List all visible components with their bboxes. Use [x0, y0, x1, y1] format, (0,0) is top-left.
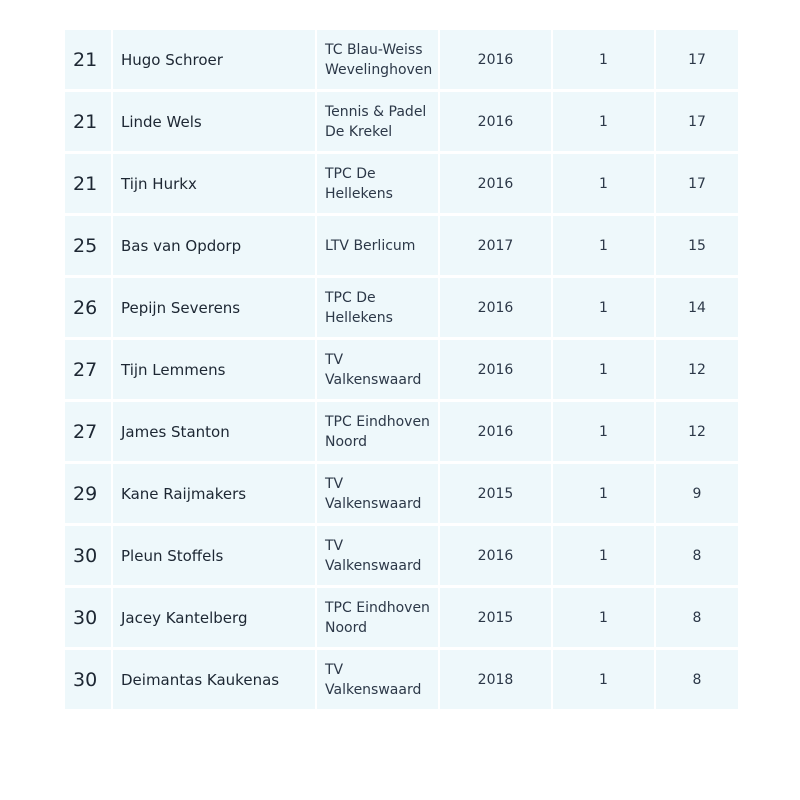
player-name-cell: Linde Wels	[113, 92, 315, 151]
rank-cell: 30	[65, 588, 111, 647]
table-row	[65, 92, 734, 151]
count-cell: 1	[553, 92, 654, 151]
table-row	[65, 526, 734, 585]
count-cell: 1	[553, 30, 654, 89]
table-row	[65, 154, 734, 213]
club-cell: LTV Berlicum	[317, 216, 438, 275]
table-row	[65, 402, 734, 461]
club-cell: TPC Eindhoven Noord	[317, 588, 438, 647]
rank-cell: 21	[65, 92, 111, 151]
birth-year-cell: 2016	[440, 526, 551, 585]
club-cell: Tennis & Padel De Krekel	[317, 92, 438, 151]
club-cell: TPC De Hellekens	[317, 278, 438, 337]
count-cell: 1	[553, 216, 654, 275]
rank-cell: 21	[65, 30, 111, 89]
club-cell: TPC De Hellekens	[317, 154, 438, 213]
count-cell: 1	[553, 402, 654, 461]
table-row	[65, 340, 734, 399]
table-row	[65, 464, 734, 523]
table-row	[65, 278, 734, 337]
points-cell: 14	[656, 278, 738, 337]
table-row	[65, 650, 734, 709]
club-cell: TV Valkenswaard	[317, 464, 438, 523]
club-cell: TV Valkenswaard	[317, 340, 438, 399]
player-name-cell: Pleun Stoffels	[113, 526, 315, 585]
birth-year-cell: 2018	[440, 650, 551, 709]
birth-year-cell: 2016	[440, 278, 551, 337]
birth-year-cell: 2016	[440, 340, 551, 399]
points-cell: 9	[656, 464, 738, 523]
rank-cell: 25	[65, 216, 111, 275]
player-name-cell: James Stanton	[113, 402, 315, 461]
birth-year-cell: 2015	[440, 464, 551, 523]
player-name-cell: Pepijn Severens	[113, 278, 315, 337]
points-cell: 17	[656, 154, 738, 213]
club-cell: TV Valkenswaard	[317, 650, 438, 709]
table-row	[65, 216, 734, 275]
player-name-cell: Jacey Kantelberg	[113, 588, 315, 647]
count-cell: 1	[553, 154, 654, 213]
player-name-cell: Tijn Hurkx	[113, 154, 315, 213]
player-name-cell: Deimantas Kaukenas	[113, 650, 315, 709]
rank-cell: 26	[65, 278, 111, 337]
rank-cell: 27	[65, 402, 111, 461]
birth-year-cell: 2016	[440, 30, 551, 89]
rank-cell: 29	[65, 464, 111, 523]
player-name-cell: Kane Raijmakers	[113, 464, 315, 523]
count-cell: 1	[553, 588, 654, 647]
rank-cell: 30	[65, 650, 111, 709]
birth-year-cell: 2016	[440, 402, 551, 461]
birth-year-cell: 2015	[440, 588, 551, 647]
player-name-cell: Hugo Schroer	[113, 30, 315, 89]
table-row	[65, 30, 734, 89]
count-cell: 1	[553, 278, 654, 337]
birth-year-cell: 2017	[440, 216, 551, 275]
count-cell: 1	[553, 526, 654, 585]
rank-cell: 21	[65, 154, 111, 213]
points-cell: 15	[656, 216, 738, 275]
club-cell: TC Blau-Weiss Wevelinghoven	[317, 30, 438, 89]
points-cell: 17	[656, 30, 738, 89]
club-cell: TV Valkenswaard	[317, 526, 438, 585]
points-cell: 12	[656, 402, 738, 461]
points-cell: 8	[656, 526, 738, 585]
ranking-table	[65, 30, 734, 709]
rank-cell: 30	[65, 526, 111, 585]
count-cell: 1	[553, 340, 654, 399]
club-cell: TPC Eindhoven Noord	[317, 402, 438, 461]
player-name-cell: Tijn Lemmens	[113, 340, 315, 399]
count-cell: 1	[553, 650, 654, 709]
points-cell: 17	[656, 92, 738, 151]
count-cell: 1	[553, 464, 654, 523]
birth-year-cell: 2016	[440, 154, 551, 213]
player-name-cell: Bas van Opdorp	[113, 216, 315, 275]
points-cell: 8	[656, 650, 738, 709]
points-cell: 12	[656, 340, 738, 399]
table-row	[65, 588, 734, 647]
birth-year-cell: 2016	[440, 92, 551, 151]
points-cell: 8	[656, 588, 738, 647]
rank-cell: 27	[65, 340, 111, 399]
